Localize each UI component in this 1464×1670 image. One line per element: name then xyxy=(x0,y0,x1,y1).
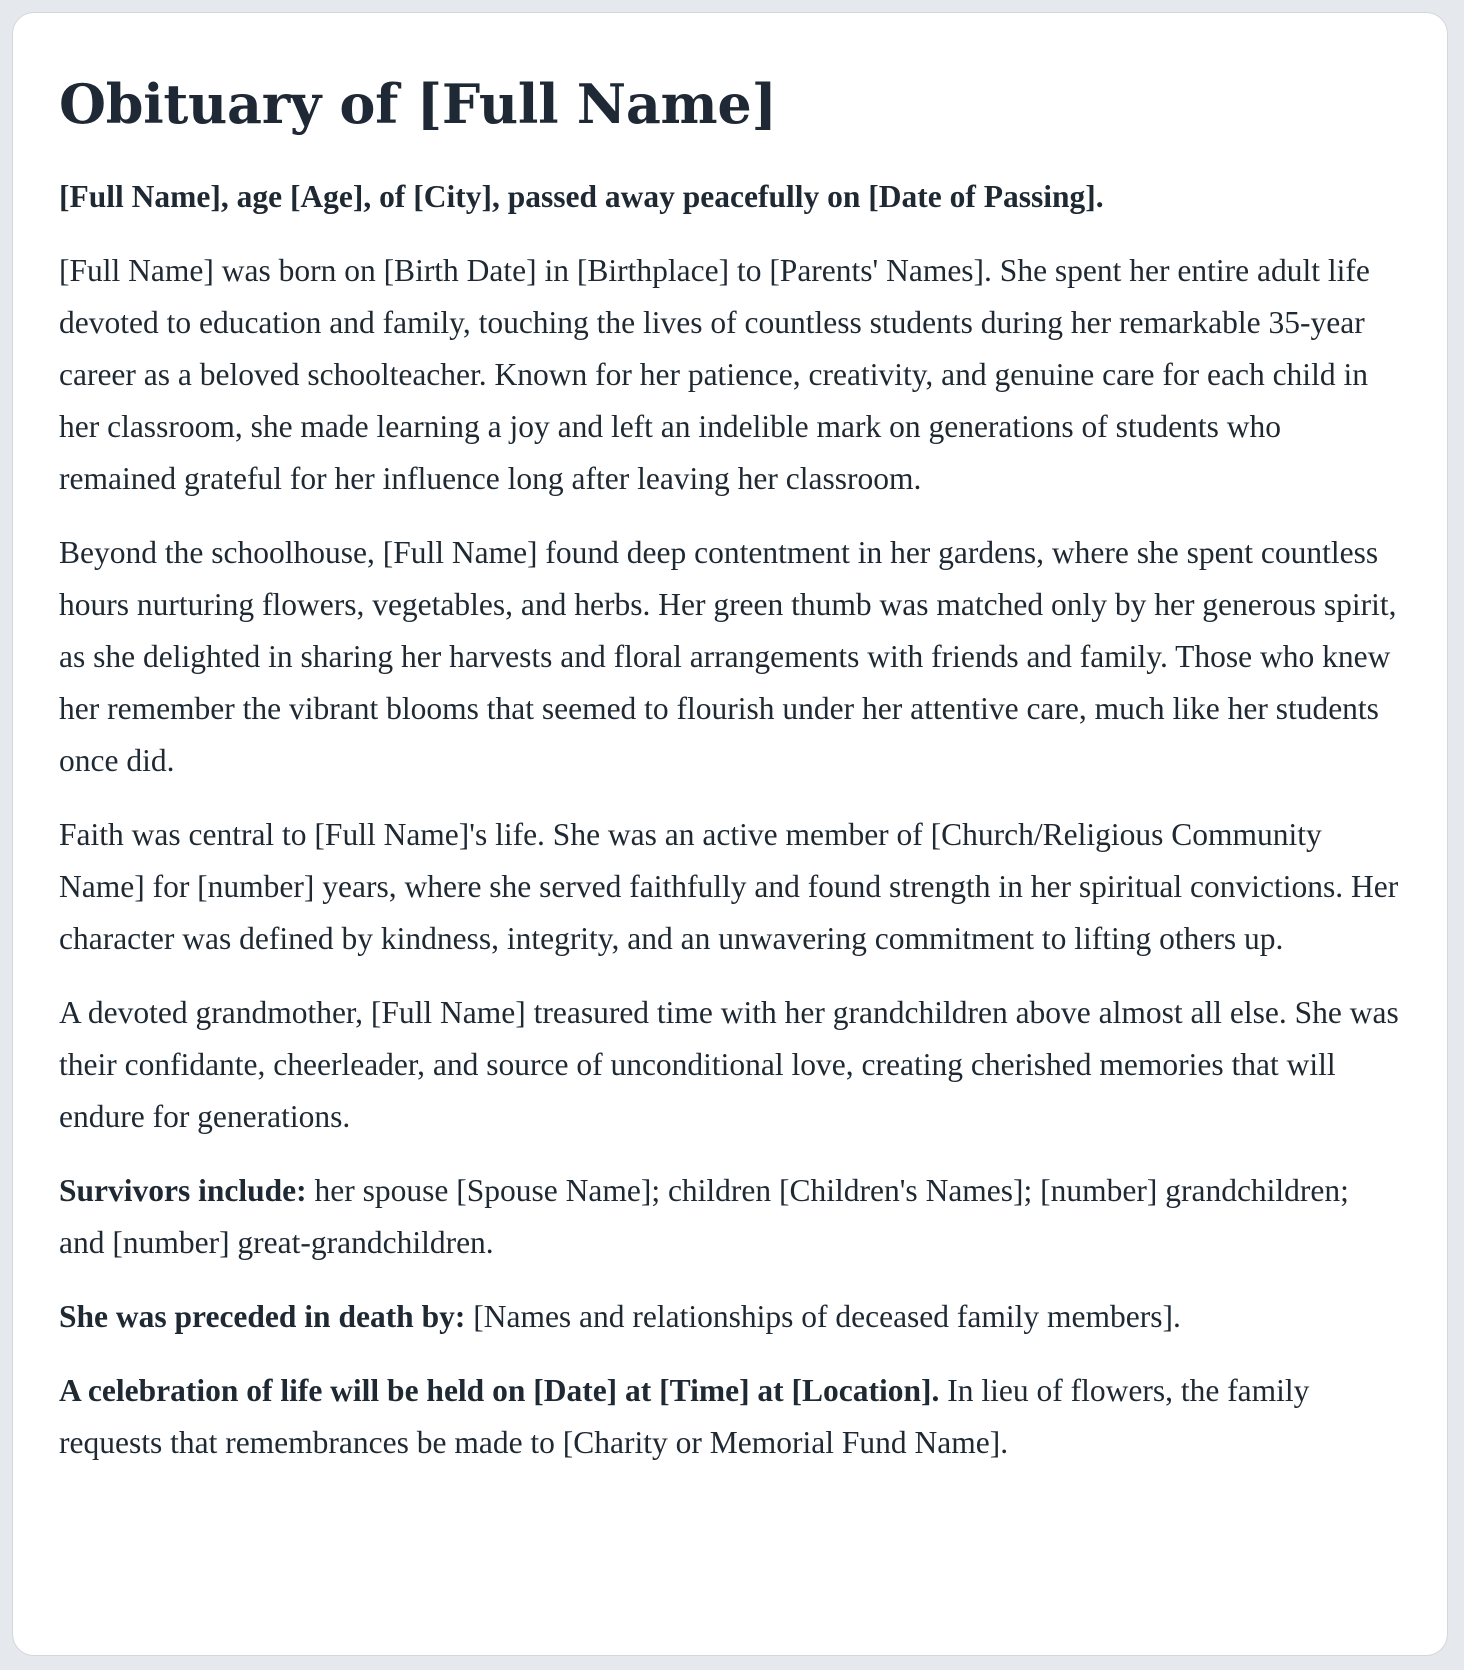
biography-paragraph: [Full Name] was born on [Birth Date] in [Birthplace] to [Parents' Names]. She spent her entire adult life devoted to education and family, touching the lives of countless students during her remarkable 35-year career as a beloved schoolteacher. Known for her patience, creativity, and genuine care for each child in her classroom, she made learning a joy and left an indelible mark on generations of students who remained grateful for her influence long after leaving her classroom. xyxy=(59,253,1370,497)
celebration-label: A celebration of life will be held on [Date] at [Time] at [Location]. xyxy=(59,1373,940,1409)
lead-text: [Full Name], age [Age], of [City], passed away peacefully on [Date of Passing]. xyxy=(59,179,1104,215)
survivors-label: Survivors include: xyxy=(59,1173,307,1209)
faith-paragraph: Faith was central to [Full Name]'s life. She was an active member of [Church/Religious Community Name] for [number] years, where she served faithfully and found strength in her spiritual convictions. Her character was defined by kindness, integrity, and an unwavering commitment to lifting others up. xyxy=(59,817,1399,957)
grandmother-paragraph: A devoted grandmother, [Full Name] treasured time with her grandchildren above almost all else. She was their confidante, cheerleader, and source of unconditional love, creating cherished memories that will endure for generations. xyxy=(59,995,1399,1135)
celebration-paragraph xyxy=(59,1365,1401,1469)
celebration-text: In lieu of flowers, the family requests that remembrances be made to [Charity or Memorial Fund Name]. xyxy=(59,1373,1310,1461)
preceded-paragraph xyxy=(59,1291,1401,1343)
obituary-card xyxy=(12,12,1448,1656)
survivors-paragraph xyxy=(59,1165,1401,1269)
lead-paragraph xyxy=(59,171,1401,223)
preceded-text: [Names and relationships of deceased family members]. xyxy=(465,1299,1181,1335)
page-title: Obituary of [Full Name] xyxy=(59,72,777,136)
preceded-label: She was preceded in death by: xyxy=(59,1299,466,1335)
gardening-paragraph: Beyond the schoolhouse, [Full Name] found deep contentment in her gardens, where she spent countless hours nurturing flowers, vegetables, and herbs. Her green thumb was matched only by her generous spirit, as she delighted in sharing her harvests and floral arrangements with friends and family. Those who knew her remember the vibrant blooms that seemed to flourish under her attentive care, much like her students once did. xyxy=(59,535,1397,779)
survivors-text: her spouse [Spouse Name]; children [Children's Names]; [number] grandchildren; and [number] great-grandchildren. xyxy=(59,1173,1349,1261)
